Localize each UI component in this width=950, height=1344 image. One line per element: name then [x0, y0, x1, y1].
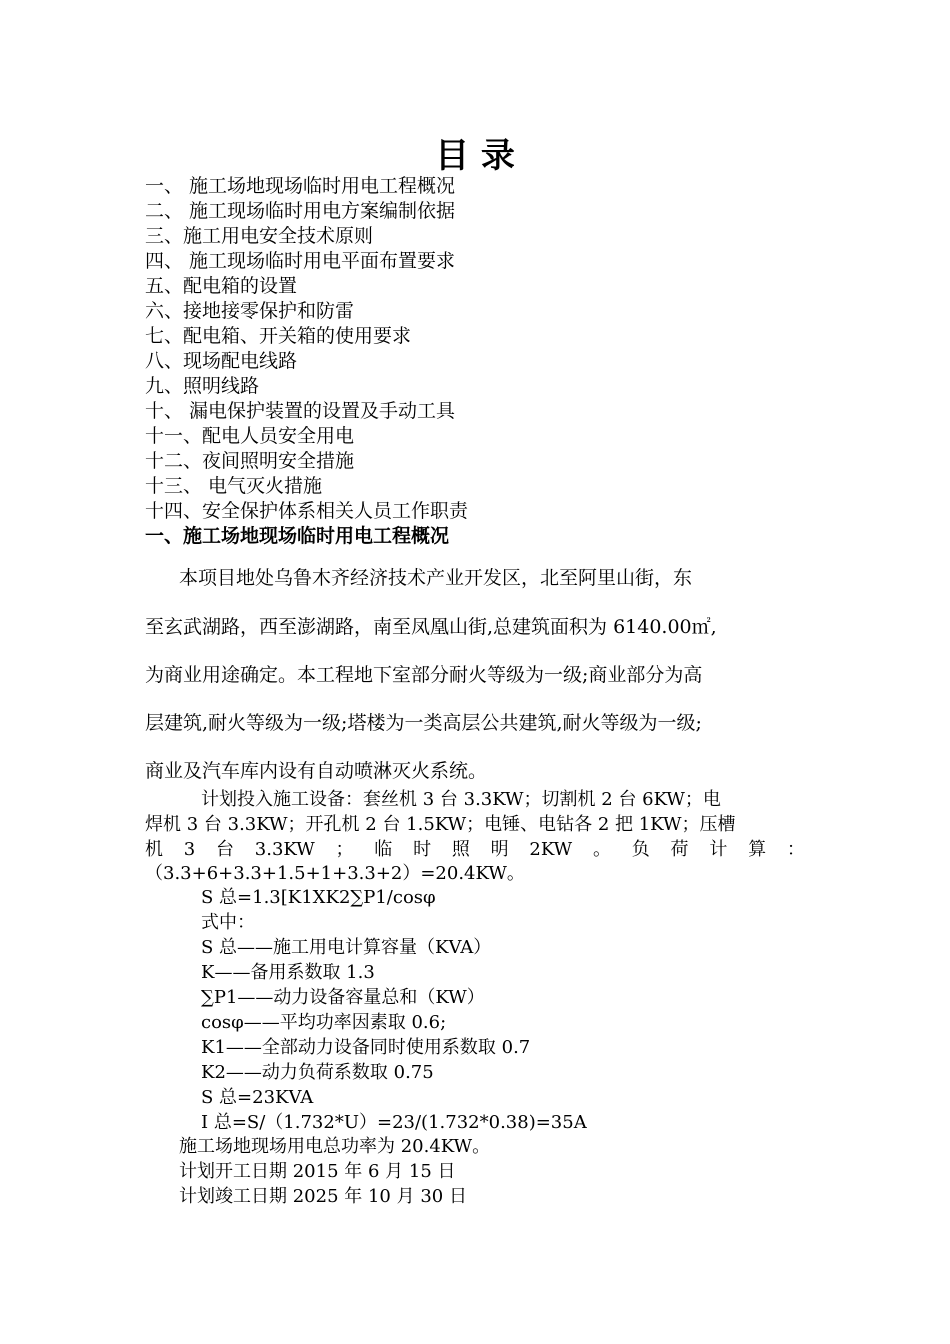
word: 计 — [709, 839, 728, 860]
word: 3 — [183, 839, 196, 860]
paragraph-line: 层建筑,耐火等级为一级;塔楼为一类高层公共建筑,耐火等级为一级; — [145, 712, 702, 734]
word: 算 — [748, 839, 767, 860]
toc-item: 十、 漏电保护装置的设置及手动工具 — [145, 400, 456, 422]
toc-item: 四、 施工现场临时用电平面布置要求 — [145, 250, 456, 272]
toc-item: 十三、 电气灭火措施 — [145, 475, 323, 497]
word: 。 — [592, 839, 611, 860]
page-title: 目 录 — [435, 136, 515, 176]
equipment-line: （3.3+6+3.3+1.5+1+3.3+2）=20.4KW。 — [145, 863, 525, 884]
word: 照 — [451, 839, 470, 860]
paragraph-line: 至玄武湖路，西至澎湖路，南至凤凰山街,总建筑面积为 6140.00㎡, — [145, 616, 717, 638]
word: 机 — [145, 839, 163, 860]
word: 时 — [413, 839, 432, 860]
word: 荷 — [670, 839, 689, 860]
equipment-line: 计划投入施工设备：套丝机 3 台 3.3KW；切割机 2 台 6KW；电 — [201, 789, 721, 810]
formula-line: K——备用系数取 1.3 — [201, 962, 375, 983]
formula-line: K1——全部动力设备同时使用系数取 0.7 — [201, 1037, 531, 1058]
toc-item: 十二、夜间照明安全措施 — [145, 450, 355, 472]
equipment-line-justified — [145, 838, 805, 862]
toc-item: 二、 施工现场临时用电方案编制依据 — [145, 200, 456, 222]
word: 3.3KW — [254, 839, 315, 860]
formula-line: K2——动力负荷系数取 0.75 — [201, 1062, 434, 1083]
word: ； — [335, 839, 354, 860]
equipment-line: 焊机 3 台 3.3KW；开孔机 2 台 1.5KW；电锤、电钻各 2 把 1KW；压槽 — [145, 814, 736, 835]
word: 临 — [374, 839, 393, 860]
toc-item: 十一、配电人员安全用电 — [145, 425, 355, 447]
formula-line: S 总=1.3[K1XK2∑P1/cosφ — [201, 887, 436, 908]
formula-line: cosφ——平均功率因素取 0.6; — [201, 1012, 447, 1033]
toc-item: 七、配电箱、开关箱的使用要求 — [145, 325, 412, 347]
toc-item: 十四、安全保护体系相关人员工作职责 — [145, 500, 469, 522]
toc-item: 三、施工用电安全技术原则 — [145, 225, 374, 247]
toc-item: 八、现场配电线路 — [145, 350, 298, 372]
formula-line: I 总=S/（1.732*U）=23/(1.732*0.38)=35A — [201, 1112, 587, 1133]
paragraph-line: 为商业用途确定。本工程地下室部分耐火等级为一级;商业部分为高 — [145, 664, 703, 686]
toc-item: 九、照明线路 — [145, 375, 260, 397]
section-heading: 一、施工场地现场临时用电工程概况 — [145, 525, 450, 547]
paragraph-line: 本项目地处乌鲁木齐经济技术产业开发区，北至阿里山街，东 — [179, 567, 693, 589]
formula-line: S 总=23KVA — [201, 1087, 314, 1108]
word: 台 — [216, 839, 235, 860]
summary-line: 施工场地现场用电总功率为 20.4KW。 — [179, 1136, 491, 1157]
word: 负 — [631, 839, 650, 860]
word: ： — [786, 839, 805, 860]
formula-line: ∑P1——动力设备容量总和（KW） — [201, 987, 485, 1008]
toc-item: 一、 施工场地现场临时用电工程概况 — [145, 175, 456, 197]
paragraph-line: 商业及汽车库内设有自动喷淋灭火系统。 — [145, 760, 488, 782]
summary-line: 计划开工日期 2015 年 6 月 15 日 — [179, 1161, 456, 1182]
toc-item: 五、配电箱的设置 — [145, 275, 298, 297]
table-of-contents — [145, 174, 825, 524]
summary-line: 计划竣工日期 2025 年 10 月 30 日 — [179, 1186, 467, 1207]
word: 2KW — [529, 839, 573, 860]
formula-line: S 总——施工用电计算容量（KVA） — [201, 937, 492, 958]
toc-item: 六、接地接零保护和防雷 — [145, 300, 355, 322]
formula-line: 式中： — [201, 912, 255, 933]
word: 明 — [490, 839, 509, 860]
